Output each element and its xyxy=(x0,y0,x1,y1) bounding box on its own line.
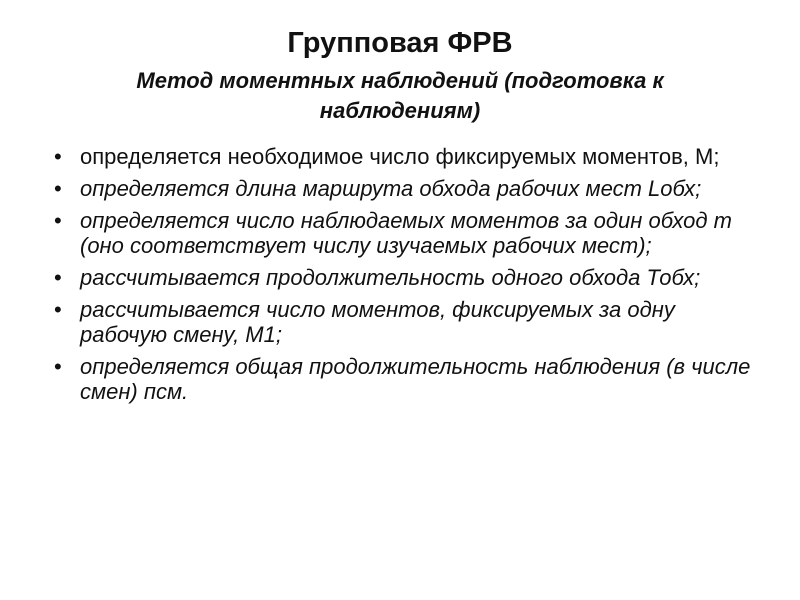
slide-title: Групповая ФРВ xyxy=(287,27,513,59)
bullet-item-3 xyxy=(42,208,762,258)
bullet-point-icon: • xyxy=(54,176,62,201)
bullet-item-4 xyxy=(42,265,762,290)
bullet-point-icon: • xyxy=(54,354,62,379)
bullet-text: определяется длина маршрута обхода рабочих мест Lобх; xyxy=(80,176,702,201)
bullet-point-icon: • xyxy=(54,208,62,233)
bullet-text: рассчитывается число моментов, фиксируемых за одну рабочую смену, М1; xyxy=(80,297,675,347)
bullet-item-1 xyxy=(42,144,762,169)
bullet-point-icon: • xyxy=(54,144,62,169)
bullet-text: определяется число наблюдаемых моментов за один обход m (оно соответствует числу изучаемых рабочих мест); xyxy=(80,208,732,258)
bullet-text: определяется необходимое число фиксируемых моментов, М; xyxy=(80,144,720,169)
bullet-point-icon: • xyxy=(54,265,62,290)
bullet-point-icon: • xyxy=(54,297,62,322)
bullet-text: рассчитывается продолжительность одного обхода Тобх; xyxy=(80,265,701,290)
bullet-item-5 xyxy=(42,297,762,347)
bullet-text: определяется общая продолжительность наблюдения (в числе смен) псм. xyxy=(80,354,751,404)
bullet-item-2 xyxy=(42,176,762,201)
bullet-list xyxy=(42,144,762,411)
bullet-item-6 xyxy=(42,354,762,404)
slide-subtitle: Метод моментных наблюдений (подготовка к наблюдениям) xyxy=(136,68,664,123)
